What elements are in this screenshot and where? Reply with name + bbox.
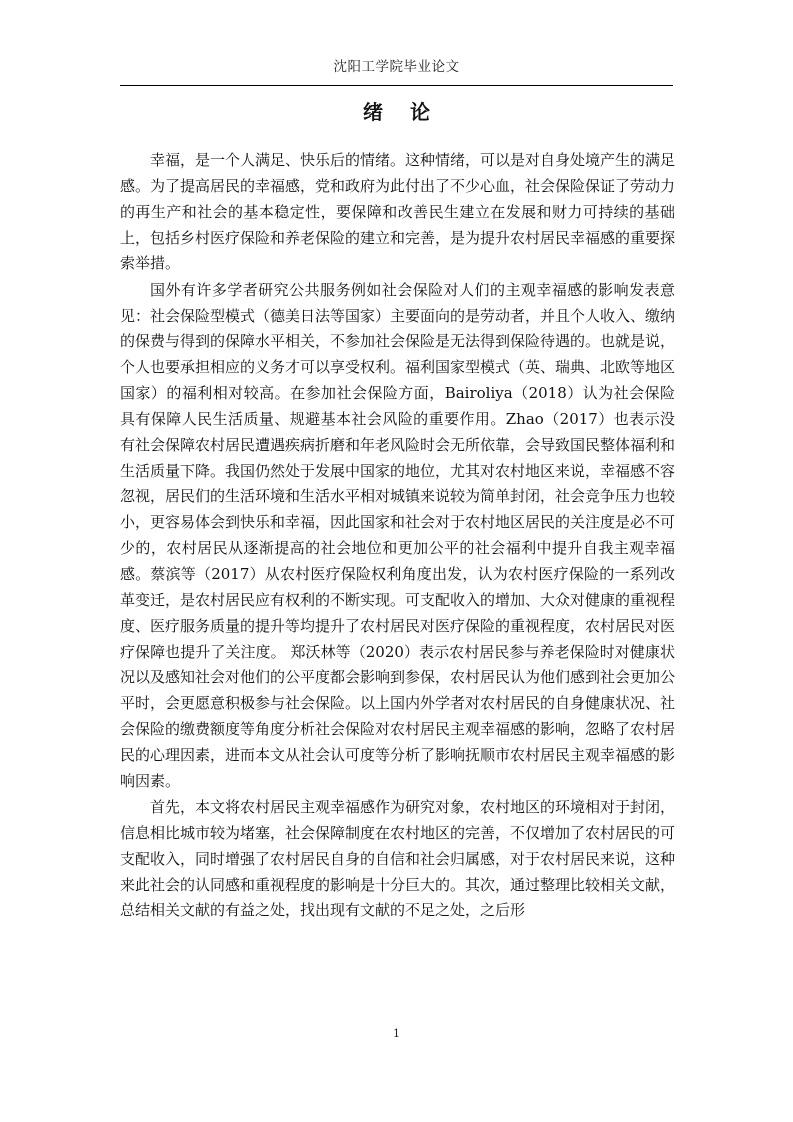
- body-text: [120, 148, 675, 925]
- paragraph-2: 国外有许多学者研究公共服务例如社会保险对人们的主观幸福感的影响发表意见：社会保险型模式（德美日法等国家）主要面向的是劳动者，并且个人收入、缴纳的保费与得到的保障水平相关，不参加社会保险是无法得到保险待遇的。也就是说，个人也要承担相应的义务才可以享受权利。福利国家型模式（英、瑞典、北欧等地区国家）的福利相对较高。在参加社会保险方面，Bairoliya（2018）认为社会保险具有保障人民生活质量、规避基本社会风险的重要作用。Zhao（2017）也表示没有社会保障农村居民遭遇疾病折磨和年老风险时会无所依靠，会导致国民整体福利和生活质量下降。我国仍然处于发展中国家的地位，尤其对农村地区来说，幸福感不容忽视，居民们的生活环境和生活水平相对城镇来说较为简单封闭，社会竞争压力也较小，更容易体会到快乐和幸福，因此国家和社会对于农村地区居民的关注度是必不可少的，农村居民从逐渐提高的社会地位和更加公平的社会福利中提升自我主观幸福感。蔡滨等（2017）从农村医疗保险权利角度出发，认为农村医疗保险的一系列改革变迁，是农村居民应有权利的不断实现。可支配收入的增加、大众对健康的重视程度、医疗服务质量的提升等均提升了农村居民对医疗保险的重视程度，农村居民对医疗保障也提升了关注度。 郑沃林等（2020）表示农村居民参与养老保险时对健康状况以及感知社会对他们的公平度都会影响到参保，农村居民认为他们感到社会更加公平时，会更愿意积极参与社会保险。以上国内外学者对农村居民的自身健康状况、社会保险的缴费额度等角度分析社会保险对农村居民主观幸福感的影响，忽略了农村居民的心理因素，进而本文从社会认可度等分析了影响抚顺市农村居民主观幸福感的影响因素。: [120, 280, 676, 790]
- paragraph-1: 幸福，是一个人满足、快乐后的情绪。这种情绪，可以是对自身处境产生的满足感。为了提高居民的幸福感，党和政府为此付出了不少心血，社会保险保证了劳动力的再生产和社会的基本稳定性，要保障和改善民生建立在发展和财力可持续的基础上，包括乡村医疗保险和养老保险的建立和完善，是为提升农村居民幸福感的重要探索举措。: [120, 151, 676, 273]
- page-number: 1: [393, 1027, 400, 1040]
- header-divider: [120, 85, 673, 86]
- section-title: 绪 论: [363, 100, 440, 124]
- running-header: 沈阳工学院毕业论文: [333, 59, 460, 75]
- paragraph-3: 首先，本文将农村居民主观幸福感作为研究对象，农村地区的环境相对于封闭，信息相比城市较为堵塞，社会保障制度在农村地区的完善，不仅增加了农村居民的可支配收入，同时增强了农村居民自身的自信和社会归属感，对于农村居民来说，这种来此社会的认同感和重视程度的影响是十分巨大的。其次，通过整理比较相关文献，总结相关文献的有益之处，找出现有文献的不足之处，之后形: [120, 798, 676, 920]
